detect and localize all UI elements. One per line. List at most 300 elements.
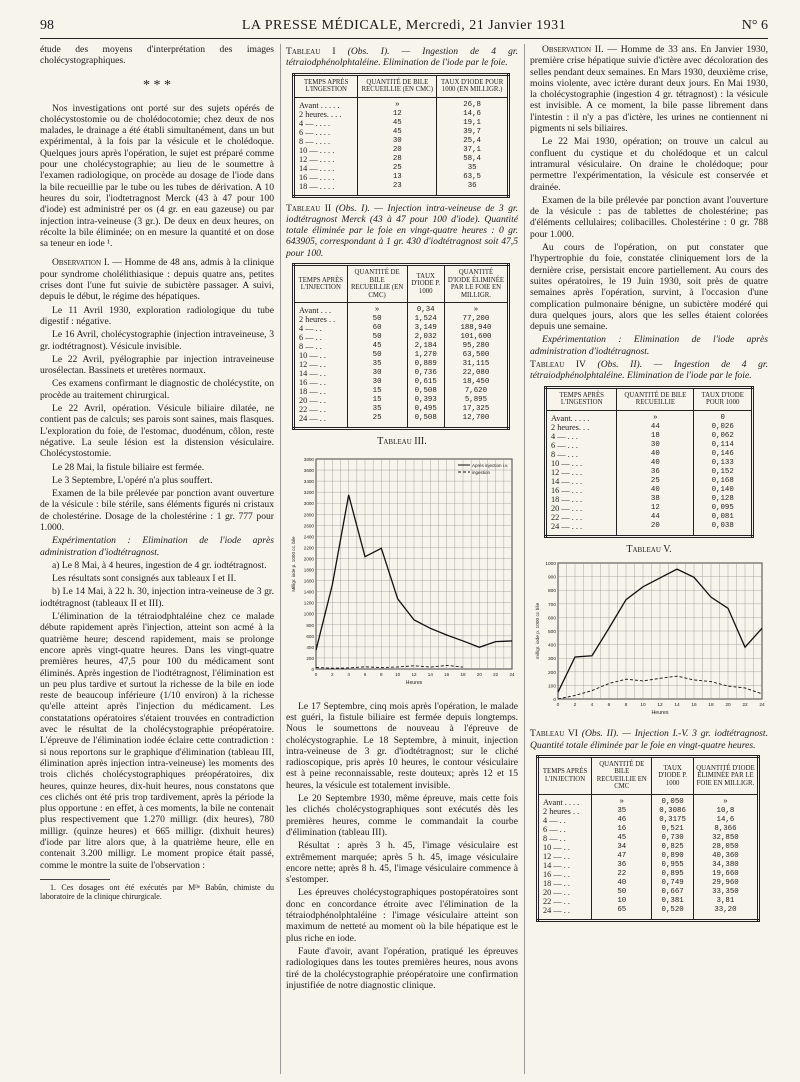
column-header: TEMPS APRÈS L'INJECTION [294, 265, 348, 303]
table-row [294, 387, 509, 396]
table-cell: 63,5 [463, 172, 481, 181]
table-cell: 35 [347, 405, 407, 414]
table-cell: 0,508 [407, 414, 444, 429]
chart-tableau-3 [286, 451, 518, 694]
table-row [294, 378, 509, 387]
table-cell: 25 [617, 477, 694, 486]
table-cell: 33,20 [714, 905, 737, 914]
table-cell: 35 [347, 360, 407, 369]
table-cell: 7,620 [464, 387, 488, 396]
table-cell: 15 [347, 396, 407, 405]
table-cell: 10,8 [716, 806, 735, 815]
table-cell: 47 [592, 852, 652, 861]
observation-heading [530, 44, 768, 134]
table-cell: 15 [347, 387, 407, 396]
paragraph: Le 22 Mai 1930, opération; on trouve un calcul au confluent du cystique et du cholédoque et un calcul intramural vésiculaire. On draine le cholédoque; pour permettre l'expérimentation, la vésicule est conservée et drainée. [530, 136, 768, 193]
column-header: TAUX D'IODE P. 1000 [407, 265, 444, 303]
paragraph: Le 22 Avril, pyélographie par injection intraveineuse urosélectan. Bassinets et uretères normaux. [40, 353, 274, 377]
observation-text: II. — Homme de 33 ans. En Janvier 1930, première crise hépatique suivie d'ictère avec décoloration des selles pendant deux semaines. En Mars 1930, deuxième crise, moins violente, avec ictère durant deux jours. En Mai 1930, la cholécystographie (ingestion 4 gr. tétragnost) : la vésicule est invisible. A ce moment, la bile passe librement dans l'intestin : il n'y a pas d'ictère, les urines ne contiennent ni pigments ni sels biliaires. [530, 44, 768, 135]
table-cell: 6 — . . . [546, 441, 617, 450]
paragraph: Le 20 Septembre 1930, même épreuve, mais cette fois les clichés cholécystographiques sont exécutés dès les premières heures, comme le commandait la courbe d'élimination (tableau III). [286, 793, 518, 838]
header-rule [40, 38, 768, 39]
table-row [546, 432, 753, 441]
table-cell: 30 [617, 441, 694, 450]
table-cell: 2,032 [407, 333, 444, 342]
observation-heading [40, 257, 274, 302]
paragraph: Examen de la bile prélevée par ponction avant l'ouverture de la vésicule : pas de tablettes de cholestérine; pas d'éléments cellulaires; colibacilles. Cholestérine : 0 gr. 788 pour 1.000. [530, 194, 768, 240]
table-cell: 1,270 [407, 351, 444, 360]
table-cell: 0,146 [711, 449, 734, 458]
y-tick-label: 1400 [303, 590, 314, 596]
y-axis-label: Milligr. iode p. 1000 cc. bile [291, 536, 296, 592]
journal-title: LA PRESSE MÉDICALE, Mercredi, 21 Janvier 1931 [241, 18, 567, 33]
table-cell: 18 — . . [538, 879, 592, 888]
table-cell: 3,149 [407, 324, 444, 333]
table-row [546, 423, 753, 432]
table-cell: 22,080 [462, 369, 490, 378]
table-cell: 38 [617, 495, 694, 504]
table-cell: 13 [358, 173, 437, 182]
table-cell: 44 [617, 513, 694, 522]
y-tick-label: 200 [547, 670, 556, 676]
y-tick-label: 1000 [545, 561, 556, 567]
y-tick-label: 0 [311, 667, 314, 673]
table-cell: » [592, 794, 652, 807]
column-header: QUANTITÉ DE BILE RECUEILLIE (EN CMC) [358, 74, 437, 97]
x-tick-label: 6 [363, 672, 367, 678]
table-cell: 0,495 [407, 405, 444, 414]
table-cell: 10 — . . [294, 351, 348, 360]
table-cell: 14 — . . . . [294, 164, 358, 173]
table-row [538, 825, 759, 834]
table-row [538, 816, 759, 825]
y-tick-label: 1600 [303, 578, 314, 584]
table-row [546, 486, 753, 495]
table-cell: 0,381 [652, 897, 693, 906]
table-6 [536, 755, 760, 922]
table-cell: 4 — . . . . [294, 119, 358, 128]
x-tick-label: 8 [380, 672, 383, 678]
x-tick-label: 12 [657, 702, 663, 708]
column-header: TAUX D'IODE POUR 1000 [694, 387, 753, 410]
table-cell: 22 — . . . [546, 513, 617, 522]
paragraph: a) Le 8 Mai, à 4 heures, ingestion de 4 gr. iodtétragnost. [52, 559, 267, 571]
table-cell: 16 — . . . [546, 486, 617, 495]
x-axis-label: Heures [651, 709, 669, 716]
table-cell: 30 [347, 378, 407, 387]
section-separator: * * * [143, 77, 171, 93]
table-cell: 2 heures . . [294, 315, 348, 324]
table-cell: 44 [617, 423, 694, 432]
table-cell: 22 [592, 870, 652, 879]
column-divider [280, 44, 281, 1074]
table-2 [292, 263, 510, 430]
table-cell: 95,280 [462, 342, 490, 351]
table-cell: 16 — . . [538, 870, 592, 879]
table-cell: 36 [592, 861, 652, 870]
column-right [530, 44, 768, 927]
table-cell: 18 [617, 432, 694, 441]
table-cell: 19,660 [712, 869, 739, 878]
y-axis-label: milligr. iode p. 1000 cc bile [536, 602, 541, 660]
table-cell: » [347, 303, 407, 316]
chart-title: Tableau V. [626, 543, 672, 555]
column-header: TEMPS APRÈS L'INJECTION [538, 756, 592, 794]
y-tick-label: 400 [306, 645, 314, 651]
table-cell: 45 [358, 128, 437, 137]
y-tick-label: 200 [306, 656, 314, 662]
table-cell: 29,960 [712, 878, 739, 887]
paragraph: b) Le 14 Mai, à 22 h. 30, injection intra-veineuse de 3 gr. iodtétragnost (tableaux II et III). [40, 586, 274, 609]
table-cell: 31,115 [462, 360, 490, 369]
table-cell: 0,062 [711, 431, 734, 440]
table-cell: 20 — . . [294, 396, 348, 405]
table-row [538, 852, 759, 861]
x-tick-label: 2 [573, 702, 577, 708]
table-row [546, 504, 753, 513]
table-cell: 28,050 [712, 842, 739, 851]
table-cell: 6 — . . [294, 333, 348, 342]
column-middle [286, 44, 518, 993]
x-tick-label: 20 [725, 702, 731, 708]
table-cell: 35 [592, 807, 652, 816]
table-cell: 0 [720, 413, 725, 422]
table-row [546, 477, 753, 486]
table-cell: 45 [592, 834, 652, 843]
table-row [538, 888, 759, 897]
table-label: Tableau IV [530, 359, 586, 371]
table-row [538, 794, 759, 807]
table-cell: » [473, 306, 479, 315]
column-header: QUANTITÉ DE BILE RECUEILLIE [617, 387, 694, 410]
table-row [546, 495, 753, 504]
table-cell: 10 [592, 897, 652, 906]
table-cell: 0,140 [711, 485, 734, 494]
x-tick-label: 16 [444, 672, 450, 678]
table-cell: 12,700 [462, 414, 490, 423]
table-caption-text: (Obs. II). — Ingestion de 4 gr. tétraiodphénolphtaléine. Elimination de l'iode par le foie. [530, 359, 768, 382]
y-tick-label: 800 [306, 623, 314, 629]
table-cell: 0,521 [652, 825, 693, 834]
table-cell: 14,6 [463, 109, 481, 118]
paragraph: Ces examens confirmant le diagnostic de cholécystite, on procède au traitement chirurgical. [40, 378, 274, 401]
table-cell: 2,184 [407, 342, 444, 351]
table-cell: 12 [617, 504, 694, 513]
table-cell: 18,450 [462, 378, 490, 387]
x-tick-label: 16 [691, 702, 697, 708]
paragraph: Le 28 Mai, la fistule biliaire est fermée. [52, 461, 205, 473]
table-caption [286, 203, 518, 259]
footnote-rule [40, 879, 110, 880]
y-tick-label: 3400 [303, 479, 314, 485]
table-cell: 24 — . . . [546, 522, 617, 537]
paragraph: Le 16 Avril, cholécystographie (injection intraveineuse, 3 gr. iodtétragnost). Vésicule invisible. [40, 329, 274, 352]
table-row [294, 333, 509, 342]
table-caption [530, 728, 768, 751]
table-cell: 65 [592, 906, 652, 921]
table-row [546, 468, 753, 477]
y-tick-label: 1000 [303, 612, 314, 618]
table-cell: 2 heures. . . . [294, 110, 358, 119]
y-tick-label: 700 [547, 602, 556, 608]
page-header [40, 18, 768, 36]
y-tick-label: 3200 [303, 490, 314, 496]
table-cell: 0,081 [711, 512, 734, 521]
table-cell: 8 — . . . [546, 450, 617, 459]
table-cell: 0,825 [652, 843, 693, 852]
y-tick-label: 2600 [303, 523, 314, 529]
table-cell: 8 — . . . . [294, 137, 358, 146]
table-cell: 50 [347, 315, 407, 324]
observation-label: Observation [52, 257, 102, 269]
x-tick-label: 10 [640, 702, 646, 708]
y-tick-label: 2000 [303, 556, 314, 562]
table-row [294, 360, 509, 369]
table-row [538, 897, 759, 906]
table-row [294, 97, 509, 110]
table-cell: 40,360 [712, 851, 739, 860]
table-cell: 6 — . . [538, 825, 592, 834]
table-cell: » [358, 97, 437, 110]
table-cell: 33,350 [712, 887, 739, 896]
table-row [294, 128, 509, 137]
table-cell: 10 — . . [538, 843, 592, 852]
table-cell: 188,940 [460, 324, 492, 333]
table-cell: 0,038 [711, 521, 734, 530]
table-cell: 25,4 [463, 136, 481, 145]
table-cell: 50 [347, 351, 407, 360]
table-cell: 16 — . . . . [294, 173, 358, 182]
table-cell: 0,133 [711, 458, 734, 467]
y-tick-label: 800 [547, 589, 556, 595]
column-header: QUANTITÉ D'IODE ÉLIMINÉE PAR LE FOIE EN MILLIGR. [693, 756, 758, 794]
table-cell: 0,955 [652, 861, 693, 870]
table-cell: Avant . . . . [538, 794, 592, 807]
table-row [538, 879, 759, 888]
table-row [294, 351, 509, 360]
x-tick-label: 0 [556, 702, 560, 708]
table-cell: 0,889 [407, 360, 444, 369]
table-cell: 0,520 [652, 906, 693, 921]
table-cell: 60 [347, 324, 407, 333]
table-caption-text: (Obs. I). — Ingestion de 4 gr. tétraiodphénolphtaléine. Elimination de l'iode par le foie. [286, 46, 518, 69]
table-cell: 0,393 [407, 396, 444, 405]
table-cell: 34 [592, 843, 652, 852]
table-cell: 26,8 [463, 100, 481, 109]
paragraph: étude des moyens d'interprétation des images cholécystographiques. [40, 44, 274, 67]
table-cell: 19,1 [463, 118, 481, 127]
paragraph: Le 17 Septembre, cinq mois après l'opération, le malade est guéri, la fistule biliaire est fermée depuis longtemps. Nous le soumettons de nouveau à l'épreuve de cholécystographie. Le 18 Septembre, à minuit, injection intra-veineuse de 3 gr. d'iodtétragnost; sur le cliché radioscopique, pris après 10 heures, le contour vésiculaire est à peine reconnaissable, reste douteux; après 12 et 15 heures, la vésicule est totalement invisible. [286, 700, 518, 791]
legend-label: Après injection i.v. [472, 463, 509, 469]
table-row [294, 342, 509, 351]
table-cell: 34,380 [712, 860, 739, 869]
table-cell: 12 — . . [294, 360, 348, 369]
x-tick-label: 24 [509, 672, 515, 678]
x-tick-label: 22 [493, 672, 499, 678]
paragraph: Examen de la bile prélevée par ponction avant ouverture de la vésicule : bile stérile, sans éléments figurés ni cristaux de cholestérine. Dosage de la cholestérine : 1 gr. 777 pour 1.000. [40, 488, 274, 533]
table-cell: 5,895 [464, 396, 488, 405]
table-cell: 46 [592, 816, 652, 825]
table-row [294, 173, 509, 182]
issue-number: N° 6 [741, 18, 768, 33]
table-cell: 10 — . . . . [294, 146, 358, 155]
table-cell: 8,366 [714, 824, 737, 833]
table-cell: 4 — . . . [546, 432, 617, 441]
x-tick-label: 22 [742, 702, 748, 708]
table-cell: 101,600 [460, 333, 492, 342]
paragraph: Les épreuves cholécystographiques postopératoires sont donc en concordance étroite avec l'élimination de la tétraiodphénolphtaléine : l'image vésiculaire atteint son maximum de netteté au moment où la bile hépatique est le plus riche en iode. [286, 887, 518, 944]
table-cell: 8 — . . [294, 342, 348, 351]
table-row [538, 807, 759, 816]
table-cell: 12 — . . . . [294, 155, 358, 164]
table-cell: 3,81 [716, 896, 735, 905]
table-cell: 0,3175 [652, 816, 693, 825]
table-cell: 4 — . . [538, 816, 592, 825]
table-cell: 0,667 [652, 888, 693, 897]
table-caption-text: (Obs. II). — Injection I.-V. 3 gr. iodtétragnost. Quantité totale éliminée par le foie en vingt-quatre heures. [530, 728, 768, 751]
table-cell: 12 — . . . [546, 468, 617, 477]
paragraph: Expérimentation : Elimination de l'iode après administration d'iodtétragnost. [530, 334, 768, 357]
y-tick-label: 600 [306, 634, 314, 640]
table-row [294, 119, 509, 128]
table-caption-text: (Obs. I). — Injection intra-veineuse de 3 gr. iodtétragnost Merck (43 à 47 pour 100 d'iode). Quantité totale éliminée par le foie en vingt-quatre heures : 0 gr. 643905, correspondant à 1 gr. 430 d'iodtétragnost soit 47,5 pour 100. [286, 202, 518, 259]
x-tick-label: 10 [395, 672, 401, 678]
chart-svg [286, 451, 518, 691]
table-cell: 18 — . . . [546, 495, 617, 504]
table-cell: 0,050 [652, 794, 693, 807]
x-tick-label: 24 [759, 702, 765, 708]
table-cell: 32,850 [712, 833, 739, 842]
x-axis-label: Heures [405, 680, 423, 687]
y-tick-label: 0 [553, 697, 556, 703]
x-tick-label: 12 [411, 672, 417, 678]
table-cell: 0,749 [652, 879, 693, 888]
table-row [546, 441, 753, 450]
table-cell: 30 [358, 137, 437, 146]
x-tick-label: 20 [476, 672, 482, 678]
table-row [546, 450, 753, 459]
column-header: TAUX D'IODE POUR 1000 (EN MILLIGR.) [437, 74, 509, 97]
paragraph: Les résultats sont consignés aux tableaux I et II. [52, 573, 237, 585]
table-cell: 23 [358, 182, 437, 197]
table-cell: Avant. . . . . [546, 410, 617, 423]
table-cell: 14 — . . [294, 369, 348, 378]
table-cell: 14,6 [716, 815, 735, 824]
table-cell: 0,34 [407, 303, 444, 316]
table-row [294, 110, 509, 119]
table-header-row [294, 265, 509, 303]
table-cell: 1,524 [407, 315, 444, 324]
table-cell: 0,152 [711, 467, 734, 476]
x-tick-label: 6 [607, 702, 611, 708]
y-tick-label: 3600 [303, 468, 314, 474]
table-cell: 40 [617, 486, 694, 495]
table-row [294, 396, 509, 405]
table-cell: 22 — . . [538, 897, 592, 906]
column-header: TAUX D'IODE P. 1000 [652, 756, 693, 794]
table-row [538, 834, 759, 843]
table-cell: 40 [617, 450, 694, 459]
y-tick-label: 400 [547, 643, 556, 649]
y-tick-label: 300 [547, 657, 556, 663]
table-cell: 40 [617, 459, 694, 468]
column-header: QUANTITÉ DE BILE RECUEILLIE (EN CMC) [347, 265, 407, 303]
paragraph: Expérimentation : Elimination de l'iode après administration d'iodtétragnost. [40, 535, 274, 558]
table-cell: 0,114 [711, 440, 734, 449]
table-cell: 36 [467, 181, 477, 190]
table-header-row [294, 74, 509, 97]
table-row [294, 303, 509, 316]
table-cell: 58,4 [463, 154, 481, 163]
table-row [546, 513, 753, 522]
table-cell: 0,615 [407, 378, 444, 387]
chart-svg [530, 559, 768, 719]
table-cell: 24 — . . [294, 414, 348, 429]
table-cell: 24 — . . [538, 906, 592, 921]
table-row [294, 315, 509, 324]
table-cell: 20 — . . [538, 888, 592, 897]
column-left [40, 44, 274, 904]
table-cell: 16 — . . [294, 378, 348, 387]
table-cell: 17,325 [462, 405, 490, 414]
table-row [294, 324, 509, 333]
x-tick-label: 4 [347, 672, 350, 678]
table-cell: 63,500 [462, 351, 490, 360]
table-cell: 10 — . . . [546, 459, 617, 468]
x-tick-label: 18 [460, 672, 466, 678]
table-cell: 45 [358, 119, 437, 128]
table-cell: 2 heures. . . [546, 423, 617, 432]
column-header: QUANTITÉ D'IODE ÉLIMINÉE PAR LE FOIE EN MILLIGR. [444, 265, 508, 303]
x-tick-label: 4 [590, 702, 594, 708]
table-row [546, 410, 753, 423]
table-label: Tableau VI [530, 728, 578, 740]
table-cell: » [723, 797, 728, 806]
table-row [294, 369, 509, 378]
table-cell: 12 [358, 110, 437, 119]
table-cell: 20 [617, 522, 694, 537]
chart-title: Tableau III. [377, 436, 427, 448]
table-cell: 12 — . . [538, 852, 592, 861]
column-header: TEMPS APRÈS L'INGESTION [546, 387, 617, 410]
y-tick-label: 3000 [303, 501, 314, 507]
table-row [294, 164, 509, 173]
column-divider [524, 44, 525, 1074]
table-cell: 6 — . . . . [294, 128, 358, 137]
table-cell: 35 [467, 163, 477, 172]
x-tick-label: 18 [708, 702, 714, 708]
table-cell: 0,3086 [652, 807, 693, 816]
table-header-row [546, 387, 753, 410]
table-cell: 50 [347, 333, 407, 342]
y-tick-label: 3800 [303, 457, 314, 463]
y-tick-label: 500 [547, 629, 556, 635]
table-cell: 0,168 [711, 476, 734, 485]
table-cell: 28 [358, 155, 437, 164]
x-tick-label: 0 [314, 672, 318, 678]
table-row [546, 522, 753, 537]
table-row [294, 137, 509, 146]
table-row [538, 861, 759, 870]
legend-label: ingestion [472, 470, 491, 476]
table-cell: 25 [358, 164, 437, 173]
column-header: TEMPS APRÈS L'INGESTION [294, 74, 358, 97]
paragraph: Le 3 Septembre, L'opéré n'a plus souffert. [52, 474, 213, 486]
paragraph: Le 11 Avril 1930, exploration radiologique du tube digestif : négative. [40, 304, 274, 327]
table-cell: 0,128 [711, 494, 734, 503]
footnote: 1. Ces dosages ont été exécutés par Mˡˡᵉ Babûn, chimiste du laboratoire de la clinique chirurgicale. [40, 882, 274, 902]
table-cell: 50 [592, 888, 652, 897]
